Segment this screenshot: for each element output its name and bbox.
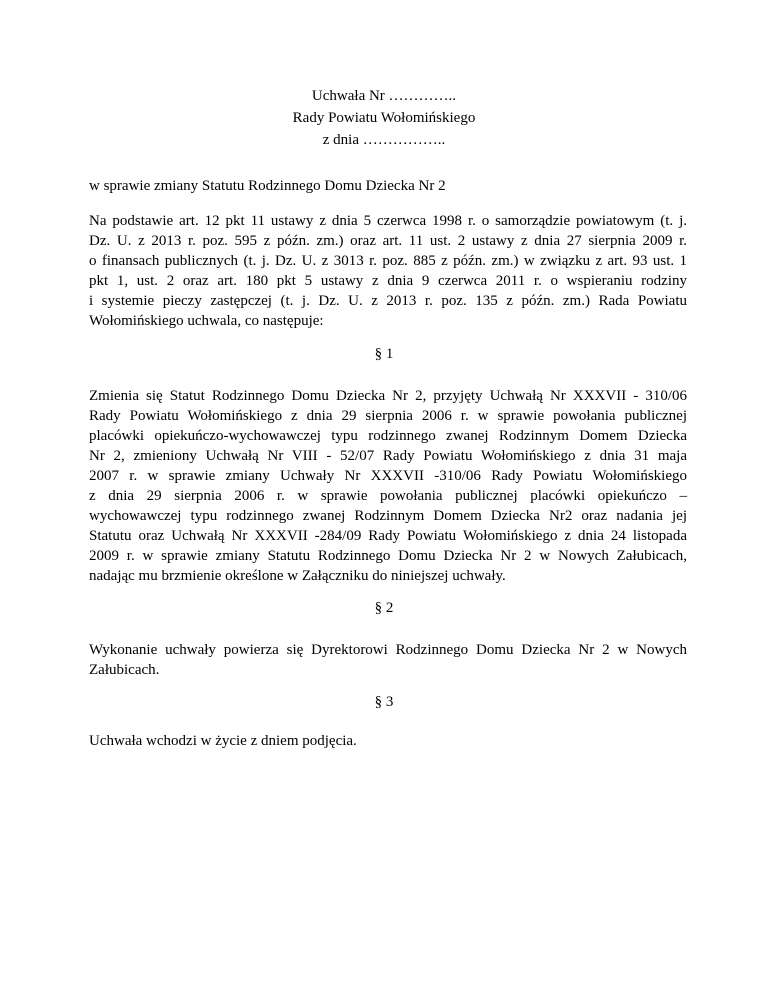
text-line: Wykonanie uchwały powierza się Dyrektorowi Rodzinnego Domu Dziecka Nr 2 w Nowych xyxy=(89,642,687,658)
text-line: o finansach publicznych (t. j. Dz. U. z 3013 r. poz. 885 z późn. zm.) w związku z art. 93 ust. 1 xyxy=(89,253,687,269)
section-1-paragraph xyxy=(89,386,687,586)
resolution-subject: w sprawie zmiany Statutu Rodzinnego Domu Dziecka Nr 2 xyxy=(89,178,446,194)
text-line: Statutu oraz Uchwałą Nr XXXVII -284/09 Rady Powiatu Wołomińskiego z dnia 24 listopada xyxy=(89,528,687,544)
text-line: Rady Powiatu Wołomińskiego z dnia 29 sierpnia 2006 r. w sprawie powołania publicznej xyxy=(89,408,687,424)
section-mark-3: § 3 xyxy=(374,694,394,710)
text-line: Wołomińskiego uchwala, co następuje: xyxy=(89,313,324,329)
section-3-paragraph xyxy=(89,731,687,751)
text-line: placówki opiekuńczo-wychowawczej typu rodzinnego zwanej Rodzinnym Domem Dziecka xyxy=(89,428,687,444)
preamble-paragraph xyxy=(89,211,687,331)
section-2-paragraph xyxy=(89,640,687,680)
text-line: z dnia 29 sierpnia 2006 r. w sprawie powołania publicznej placówki opiekuńczo – xyxy=(89,488,687,504)
section-mark-2: § 2 xyxy=(374,600,394,616)
text-line: Załubicach. xyxy=(89,662,160,678)
section-mark-1: § 1 xyxy=(374,346,394,362)
resolution-date: z dnia …………….. xyxy=(322,132,446,148)
text-line: pkt 1, ust. 2 oraz art. 180 pkt 5 ustawy z dnia 9 czerwca 2011 r. o wspieraniu rodziny xyxy=(89,273,687,289)
text-line: Nr 2, zmieniony Uchwałą Nr VIII - 52/07 Rady Powiatu Wołomińskiego z dnia 31 maja xyxy=(89,448,687,464)
text-line: 2009 r. w sprawie zmiany Statutu Rodzinnego Domu Dziecka Nr 2 w Nowych Załubicach, xyxy=(89,548,687,564)
council-name: Rady Powiatu Wołomińskiego xyxy=(292,110,476,126)
text-line: i systemie pieczy zastępczej (t. j. Dz. U. z 2013 r. poz. 135 z późn. zm.) Rada Powiatu xyxy=(89,293,687,309)
text-line: Zmienia się Statut Rodzinnego Domu Dziecka Nr 2, przyjęty Uchwałą Nr XXXVII - 310/06 xyxy=(89,388,687,404)
text-line: Na podstawie art. 12 pkt 11 ustawy z dnia 5 czerwca 1998 r. o samorządzie powiatowym (t. j. xyxy=(89,213,687,229)
resolution-header xyxy=(0,85,768,151)
text-line: Uchwała wchodzi w życie z dniem podjęcia. xyxy=(89,733,357,749)
text-line: wychowawczej typu rodzinnego zwanej Rodzinnym Domem Dziecka Nr2 oraz nadania jej xyxy=(89,508,687,524)
text-line: 2007 r. w sprawie zmiany Uchwały Nr XXXVII -310/06 Rady Powiatu Wołomińskiego xyxy=(89,468,687,484)
text-line: nadając mu brzmienie określone w Załączniku do niniejszej uchwały. xyxy=(89,568,506,584)
text-line: Dz. U. z 2013 r. poz. 595 z późn. zm.) oraz art. 11 ust. 2 ustawy z dnia 27 sierpnia 2009 r. xyxy=(89,233,687,249)
resolution-number: Uchwała Nr ………….. xyxy=(311,88,457,104)
